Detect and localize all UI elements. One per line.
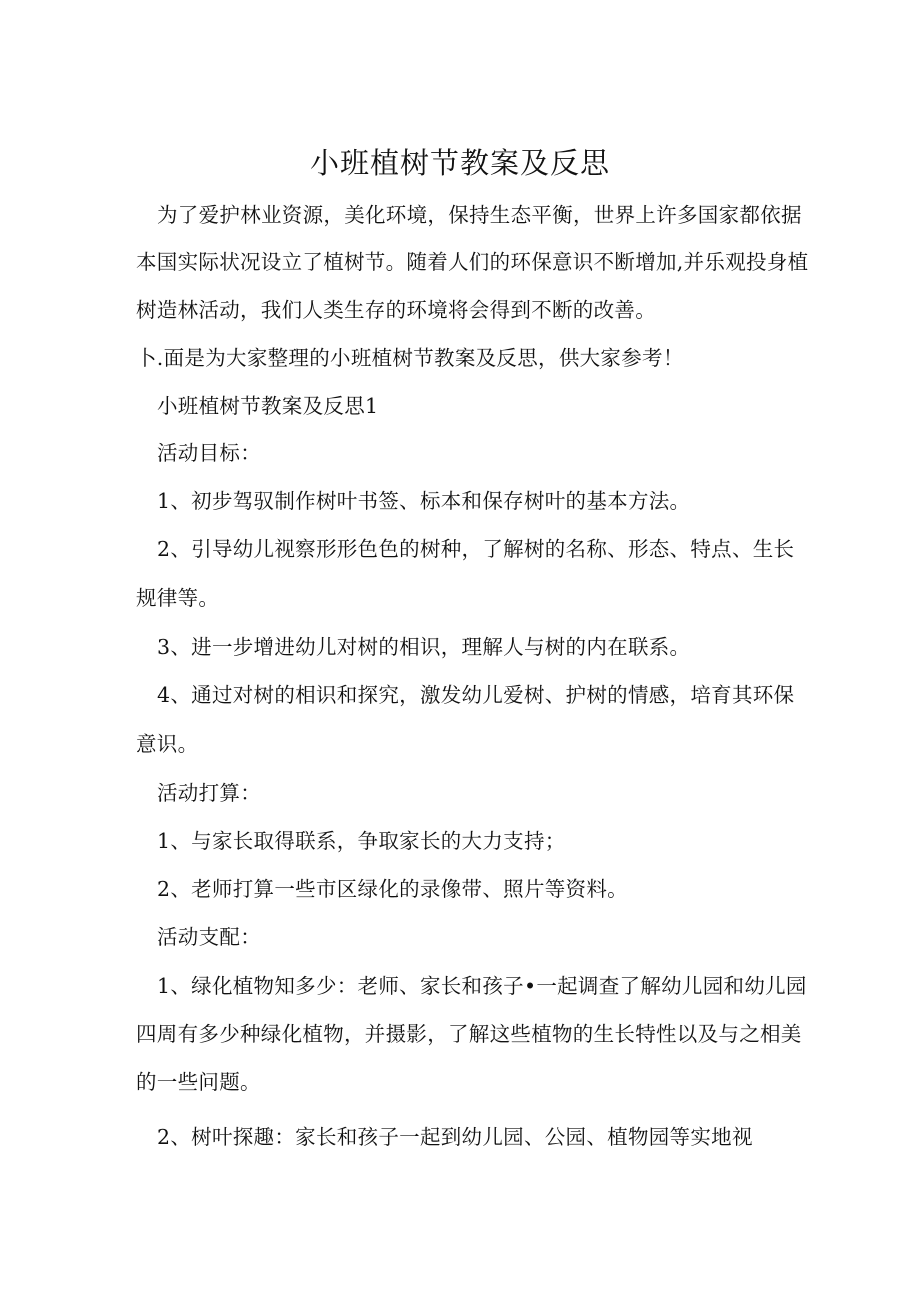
list-item-continuation: 的一些问题。 [136,1070,261,1094]
list-item: 2、树叶探趣：家长和孩子一起到幼儿园、公园、植物园等实地视 [157,1125,753,1149]
section-heading: 小班植树节教案及反思1 [157,394,379,418]
list-item: 3、进一步增进幼儿对树的相识，理解人与树的内在联系。 [157,635,691,659]
section-heading: 活动打算： [157,781,261,805]
list-item-continuation: 规律等。 [136,586,220,610]
list-item-continuation: 四周有多少种绿化植物，并摄影，了解这些植物的生长特性以及与之相美 [136,1022,802,1046]
list-item: 1、初步驾驭制作树叶书签、标本和保存树叶的基本方法。 [157,489,691,513]
paragraph-line: 卜.面是为大家整理的小班植树节教案及反思，供大家参考！ [136,346,684,370]
list-item-continuation: 意识。 [136,732,199,756]
paragraph-line: 为了爱护林业资源，美化环境，保持生态平衡，世界上许多国家都依据 [157,203,802,227]
list-item: 2、引导幼儿视察形形色色的树种，了解树的名称、形态、特点、生长 [157,537,795,561]
list-item: 4、通过对树的相识和探究，激发幼儿爱树、护树的情感，培育其环保 [157,683,795,707]
paragraph-line: 树造林活动，我们人类生存的环境将会得到不断的改善。 [136,298,656,322]
list-item: 1、与家长取得联系，争取家长的大力支持； [157,829,566,853]
document-title: 小班植树节教案及反思 [309,146,610,180]
paragraph-line: 本国实际状况设立了植树节。随着人们的环保意识不断增加,并乐观投身植 [136,250,809,274]
section-heading: 活动目标： [157,441,261,465]
list-item: 2、老师打算一些市区绿化的录像带、照片等资料。 [157,877,628,901]
section-heading: 活动支配： [157,925,261,949]
list-item: 1、绿化植物知多少：老师、家长和孩子•一起调查了解幼儿园和幼儿园 [157,974,807,998]
